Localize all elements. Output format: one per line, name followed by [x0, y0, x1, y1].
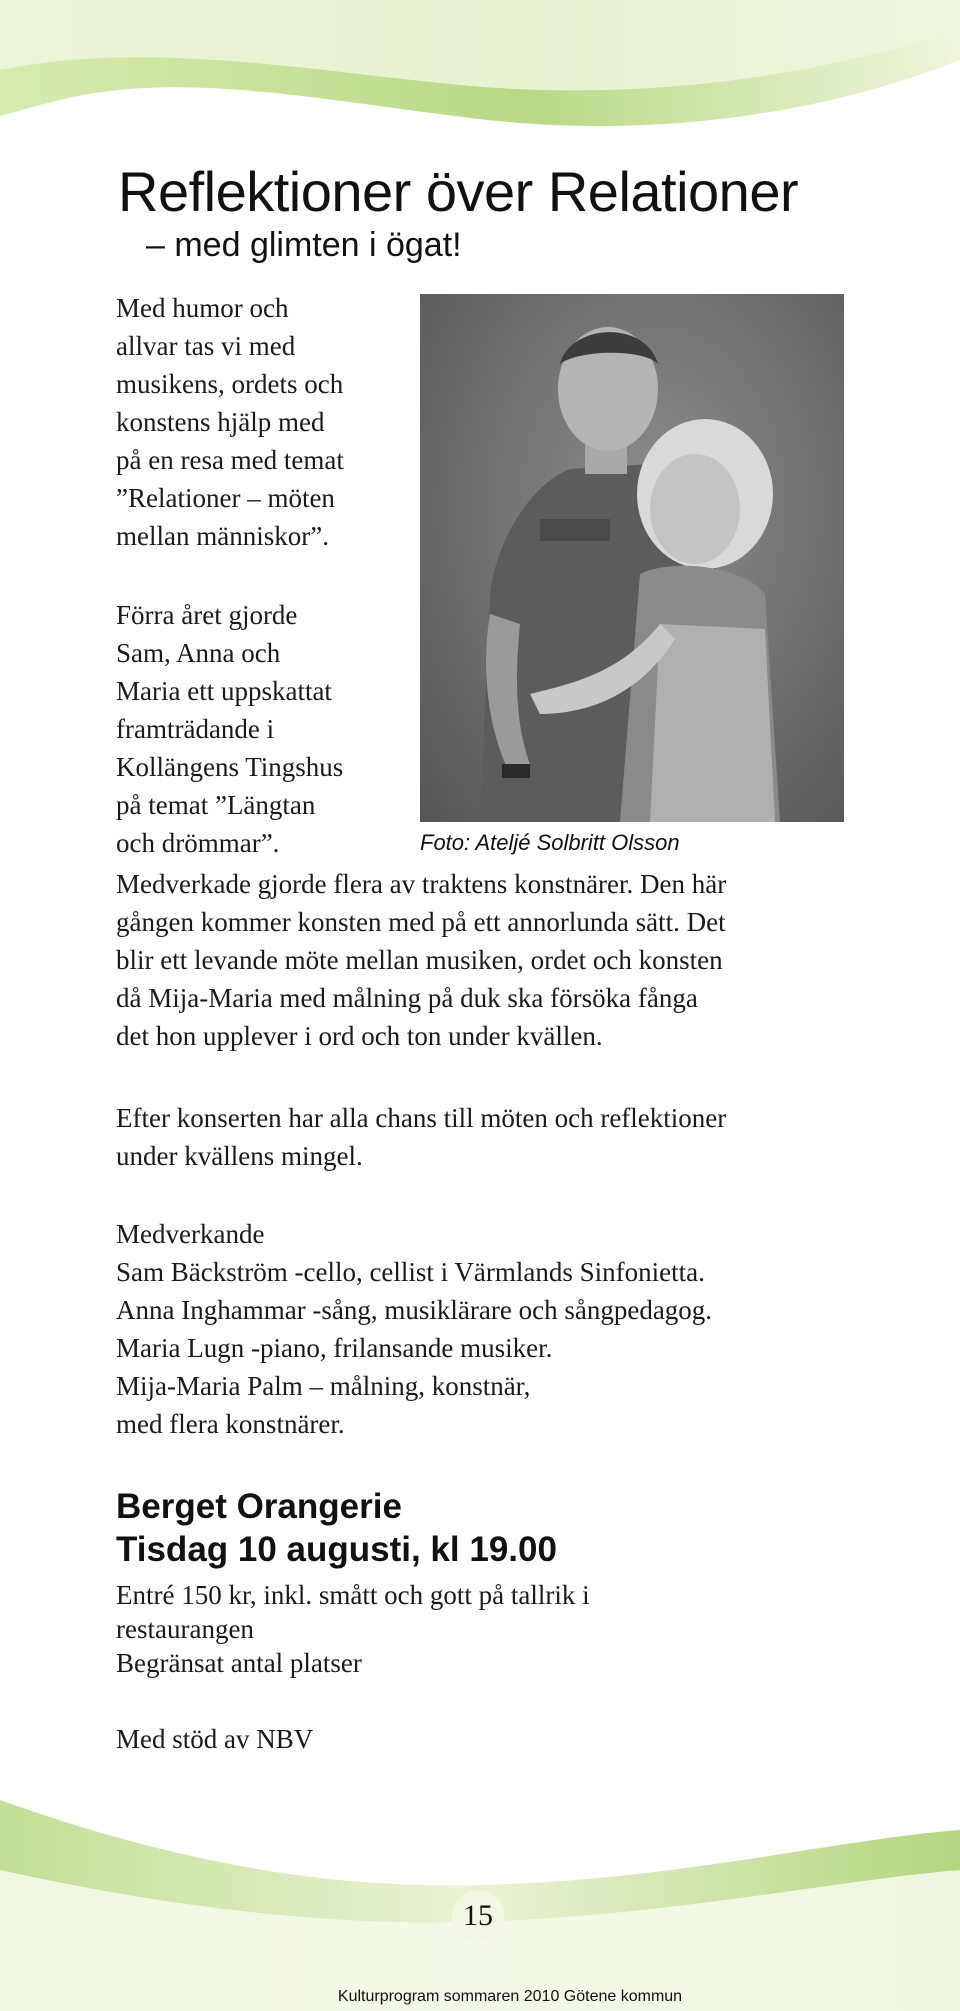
previous-year-paragraph [116, 596, 416, 862]
contributors-line: det hon upplever i ord och ton under kvällen. [116, 1021, 603, 1051]
contributors-line: blir ett levande möte mellan musiken, ordet och konsten [116, 945, 723, 975]
event-detail-line: restaurangen [116, 1614, 254, 1644]
event-venue: Berget Orangerie [116, 1487, 402, 1526]
article-subtitle: – med glimten i ögat! [146, 226, 462, 264]
performer-item: Mija-Maria Palm – målning, konstnär, [116, 1371, 531, 1401]
event-detail-line: Entré 150 kr, inkl. smått och gott på tallrik i [116, 1580, 590, 1610]
event-datetime: Tisdag 10 augusti, kl 19.00 [116, 1530, 557, 1569]
performer-item: Maria Lugn -piano, frilansande musiker. [116, 1333, 553, 1363]
after-line: Efter konserten har alla chans till möten och reflektioner [116, 1103, 727, 1133]
couple-photo [420, 294, 844, 822]
previous-line: framträdande i [116, 714, 275, 744]
bottom-wave-decoration [0, 1760, 960, 2011]
performer-item: med flera konstnärer. [116, 1409, 345, 1439]
intro-line: allvar tas vi med [116, 331, 296, 361]
intro-line: mellan människor”. [116, 521, 329, 551]
intro-line: på en resa med temat [116, 445, 344, 475]
performer-item: Sam Bäckström -cello, cellist i Värmlands Sinfonietta. [116, 1257, 705, 1287]
event-heading [116, 1485, 557, 1571]
intro-line: Med humor och [116, 293, 289, 323]
performers-heading: Medverkande [116, 1219, 265, 1249]
footer-text: Kulturprogram sommaren 2010 Götene kommun [337, 1988, 683, 2005]
performer-item: Anna Inghammar -sång, musiklärare och sångpedagog. [116, 1295, 713, 1325]
previous-line: och drömmar”. [116, 828, 280, 858]
previous-line: Sam, Anna och [116, 638, 281, 668]
sponsor-note: Med stöd av NBV [116, 1724, 314, 1754]
previous-line: på temat ”Längtan [116, 790, 316, 820]
after-line: under kvällens mingel. [116, 1141, 363, 1171]
intro-line: ”Relationer – möten [116, 483, 335, 513]
contributors-line: Medverkade gjorde flera av traktens konstnärer. Den här [116, 869, 727, 899]
top-wave-decoration [0, 0, 960, 150]
page-number: 15 [452, 1890, 504, 1942]
contributors-line: då Mija-Maria med målning på duk ska försöka fånga [116, 983, 698, 1013]
event-detail-line: Begränsat antal platser [116, 1648, 362, 1678]
article-title: Reflektioner över Relationer [118, 160, 799, 223]
previous-line: Förra året gjorde [116, 600, 298, 630]
photo-credit: Foto: Ateljé Solbritt Olsson [420, 830, 680, 855]
previous-line: Kollängens Tingshus [116, 752, 344, 782]
event-details [116, 1578, 590, 1680]
intro-paragraph [116, 289, 416, 555]
contributors-paragraph [116, 865, 876, 1055]
performers-list [116, 1215, 876, 1443]
intro-line: konstens hjälp med [116, 407, 325, 437]
contributors-line: gången kommer konsten med på ett annorlunda sätt. Det [116, 907, 726, 937]
after-concert-paragraph [116, 1099, 876, 1175]
previous-line: Maria ett uppskattat [116, 676, 332, 706]
intro-line: musikens, ordets och [116, 369, 344, 399]
